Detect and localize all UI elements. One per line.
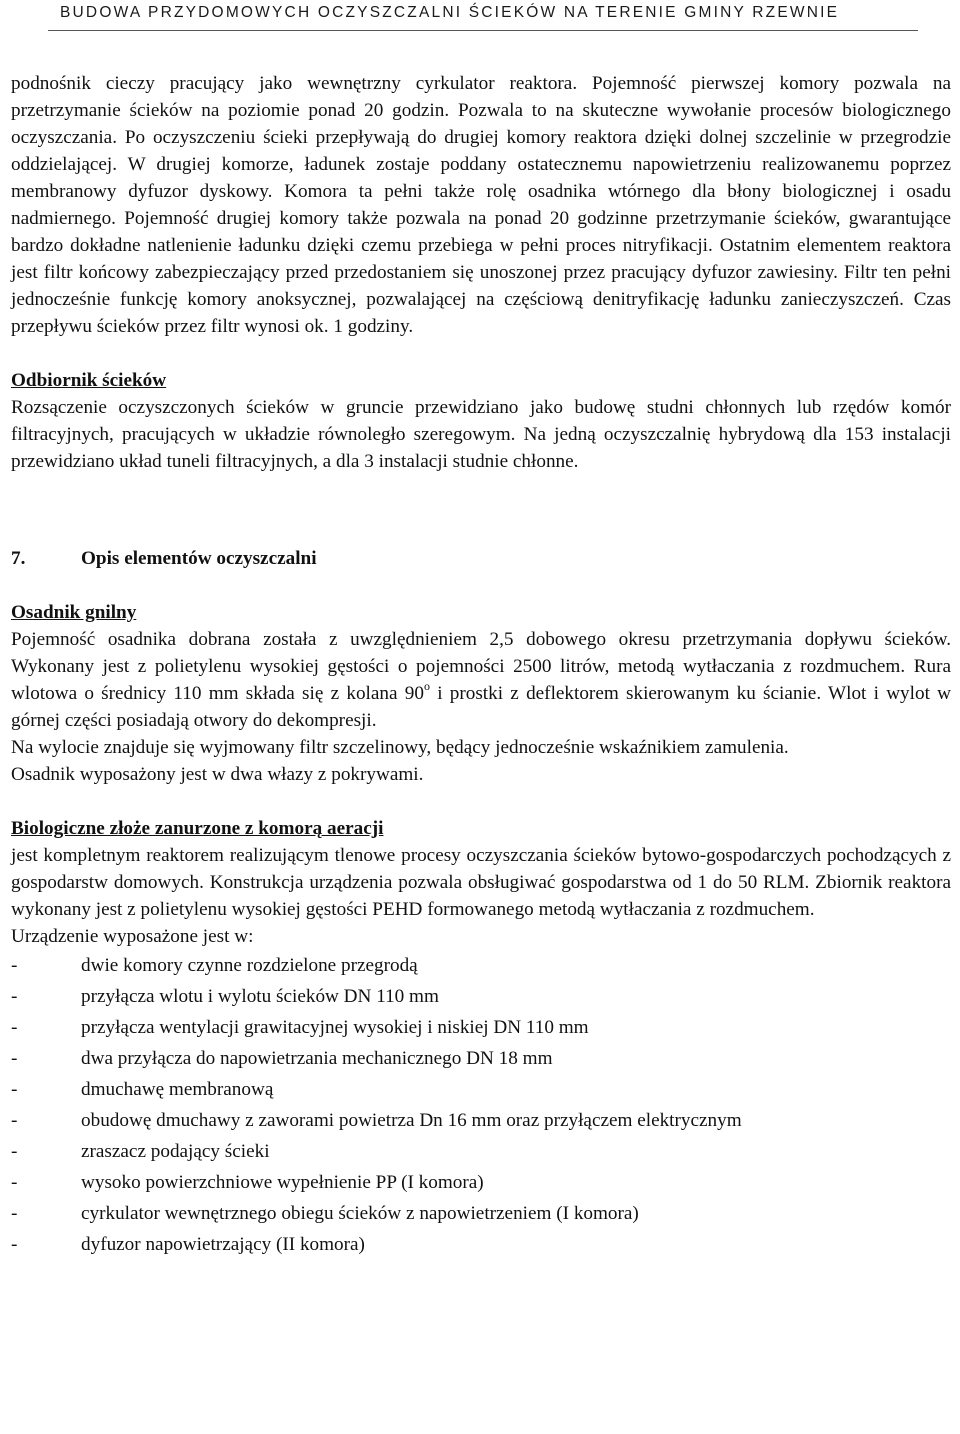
equipment-list bbox=[11, 950, 951, 1260]
list-item-text: dmuchawę membranową bbox=[81, 1079, 274, 1100]
bio-bed-paragraph: jest kompletnym reaktorem realizującym tlenowe procesy oczyszczania ścieków bytowo-gospodarczych pochodzących z gospodarstw domowych. Konstrukcja urządzenia pozwala obsługiwać gospodarstwa od 1 do 50 RLM. Zbiornik reaktora wykonany jest z polietylenu wysokiej gęstości PEHD formowanego metodą wytłaczania z rozdmuchem. bbox=[11, 845, 951, 920]
list-dash: - bbox=[11, 1048, 18, 1069]
chapter-heading bbox=[11, 545, 951, 572]
list-item-text: przyłącza wentylacji grawitacyjnej wysokiej i niskiej DN 110 mm bbox=[81, 1017, 589, 1038]
intro-paragraph: podnośnik cieczy pracujący jako wewnętrzny cyrkulator reaktora. Pojemność pierwszej komory pozwala na przetrzymanie ścieków na poziomie ponad 20 godzin. Pozwala to na skuteczne wywołanie procesów biologicznego oczyszczania. Po oczyszczeniu ścieki przepływają do drugiej komory reaktora dzięki dolnej szczelinie w przegrodzie oddzielającej. W drugiej komorze, ładunek zostaje poddany ostatecznemu napowietrzeniu realizowanemu poprzez membranowy dyfuzor dyskowy. Komora ta pełni także rolę osadnika wtórnego dla błony biologicznej i osadu nadmiernego. Pojemność drugiej komory także pozwala na ponad 20 godzinne przetrzymanie ścieków, gwarantujące bardzo dokładne natlenienie ładunku dzięki czemu przebiega w pełni proces nitryfikacji. Ostatnim elementem reaktora jest filtr końcowy zabezpieczający przed przedostaniem się unoszonej przez pracujący dyfuzor zawiesiny. Filtr ten pełni jednocześnie funkcję komory anoksycznej, pozwalającej na częściową denitryfikację ładunku zanieczyszczeń. Czas przepływu ścieków przez filtr wynosi ok. 1 godziny. bbox=[11, 73, 951, 337]
spacer bbox=[11, 475, 951, 545]
list-item bbox=[11, 1105, 951, 1136]
list-item-text: obudowę dmuchawy z zaworami powietrza Dn 16 mm oraz przyłączem elektrycznym bbox=[81, 1110, 742, 1131]
settler-text-part1: Pojemność osadnika dobrana została z uwzględnieniem 2,5 dobowego okresu przetrzymania dopływu ścieków. Wykonany jest z polietylenu wysokiej gęstości o pojemności 2500 litrów, metodą wytłaczania z rozdmuchem. Rura wlotowa o średnicy 110 mm składa się z kolana 90 bbox=[11, 629, 951, 704]
receiver-section-title: Odbiornik ścieków bbox=[11, 370, 167, 391]
list-item-text: dwa przyłącza do napowietrzania mechanicznego DN 18 mm bbox=[81, 1048, 553, 1069]
list-item bbox=[11, 981, 951, 1012]
list-item bbox=[11, 1136, 951, 1167]
list-item-text: cyrkulator wewnętrznego obiegu ścieków z napowietrzeniem (I komora) bbox=[81, 1203, 639, 1224]
spacer bbox=[11, 340, 951, 367]
spacer bbox=[11, 788, 951, 815]
list-dash: - bbox=[11, 1172, 18, 1193]
list-dash: - bbox=[11, 1079, 18, 1100]
list-item bbox=[11, 1198, 951, 1229]
equipment-intro: Urządzenie wyposażone jest w: bbox=[11, 926, 254, 947]
list-item-text: zraszacz podający ścieki bbox=[81, 1141, 270, 1162]
list-dash: - bbox=[11, 1141, 18, 1162]
list-item-text: przyłącza wlotu i wylotu ścieków DN 110 mm bbox=[81, 986, 439, 1007]
settler-filter-paragraph: Na wylocie znajduje się wyjmowany filtr szczelinowy, będący jednocześnie wskaźnikiem zamulenia. bbox=[11, 737, 789, 758]
list-item bbox=[11, 1229, 951, 1260]
degree-superscript: o bbox=[423, 679, 430, 693]
header-title: BUDOWA PRZYDOMOWYCH OCZYSZCZALNI ŚCIEKÓW NA TERENIE GMINY RZEWNIE bbox=[60, 4, 840, 21]
list-dash: - bbox=[11, 955, 18, 976]
list-dash: - bbox=[11, 1017, 18, 1038]
receiver-paragraph: Rozsączenie oczyszczonych ścieków w gruncie przewidziano jako budowę studni chłonnych lub rzędów komór filtracyjnych, pracujących w układzie równoległo szeregowym. Na jedną oczyszczalnię hybrydową dla 153 instalacji przewidziano układ tuneli filtracyjnych, a dla 3 instalacji studnie chłonne. bbox=[11, 397, 951, 472]
settler-section-title: Osadnik gnilny bbox=[11, 602, 137, 623]
settler-text-part2: i prostki z deflektorem skierowanym ku ścianie. Wlot i wylot w górnej części posiadają otwory do dekompresji. bbox=[11, 683, 951, 731]
list-item-text: dwie komory czynne rozdzielone przegrodą bbox=[81, 955, 418, 976]
list-item bbox=[11, 1012, 951, 1043]
list-dash: - bbox=[11, 1234, 18, 1255]
list-dash: - bbox=[11, 1110, 18, 1131]
settler-hatch-paragraph: Osadnik wyposażony jest w dwa włazy z pokrywami. bbox=[11, 764, 424, 785]
list-item-text: wysoko powierzchniowe wypełnienie PP (I komora) bbox=[81, 1172, 484, 1193]
document-body bbox=[11, 70, 951, 1260]
bio-bed-section-title: Biologiczne złoże zanurzone z komorą aeracji bbox=[11, 818, 384, 839]
spacer bbox=[11, 572, 951, 599]
settler-paragraph bbox=[11, 626, 951, 734]
list-item bbox=[11, 1167, 951, 1198]
page-header bbox=[0, 0, 960, 30]
list-item bbox=[11, 950, 951, 981]
list-item-text: dyfuzor napowietrzający (II komora) bbox=[81, 1234, 365, 1255]
list-item bbox=[11, 1074, 951, 1105]
header-divider bbox=[48, 30, 918, 31]
list-item bbox=[11, 1043, 951, 1074]
chapter-number: 7. bbox=[11, 548, 26, 569]
list-dash: - bbox=[11, 986, 18, 1007]
list-dash: - bbox=[11, 1203, 18, 1224]
chapter-title: Opis elementów oczyszczalni bbox=[81, 548, 317, 569]
